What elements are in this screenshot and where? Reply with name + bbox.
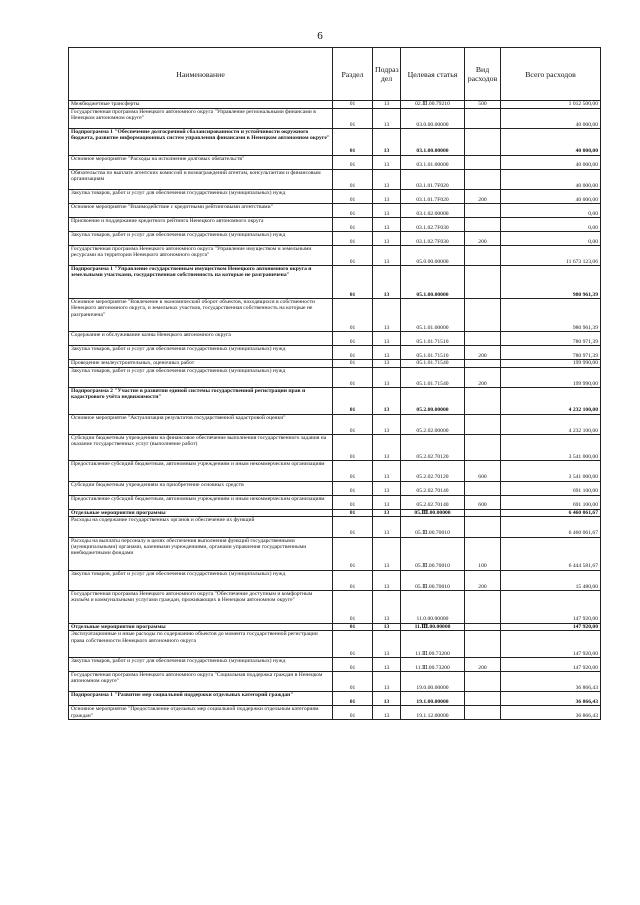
row-total: 1 012 500,00 [501, 101, 601, 109]
row-subsection: 13 [373, 517, 401, 537]
row-section: 01 [333, 231, 373, 245]
row-name: Присвоение и поддержание кредитного рейтинга Ненецкого автономного округа [69, 217, 333, 231]
row-section: 01 [333, 203, 373, 217]
row-section: 01 [333, 434, 373, 461]
table-row [69, 266, 601, 299]
row-name: Подпрограмма 1 "Развитие мер социальной поддержки отдельных категорий граждан" [69, 692, 333, 706]
row-expense-type [465, 245, 501, 265]
row-subsection: 13 [373, 331, 401, 345]
table-row [69, 414, 601, 434]
row-target: 19.1.12.00000 [401, 706, 465, 720]
row-section: 01 [333, 345, 373, 359]
row-expense-type: 600 [465, 495, 501, 509]
table-row [69, 537, 601, 570]
row-section: 01 [333, 101, 373, 109]
row-expense-type [465, 359, 501, 367]
row-name: Подпрограмма 1 "Управление государственным имуществом Ненецкого автономного округа и земельными участками, государственная собственность на которые не разграничена" [69, 266, 333, 299]
row-name: Отдельные мероприятия программы [69, 509, 333, 517]
row-subsection: 13 [373, 706, 401, 720]
row-subsection: 13 [373, 570, 401, 590]
row-total: 3 541 000,00 [501, 434, 601, 461]
row-expense-type [465, 692, 501, 706]
row-name: Основное мероприятие "Расходы на исполнение долговых обязательств" [69, 155, 333, 169]
row-subsection: 13 [373, 692, 401, 706]
header-expense-type: Вид расходов [465, 48, 501, 101]
header-section: Раздел [333, 48, 373, 101]
table-row [69, 155, 601, 169]
row-target: 05.Ⅲ.00.70010 [401, 517, 465, 537]
row-expense-type: 600 [465, 461, 501, 481]
row-section: 01 [333, 658, 373, 672]
row-target: 19.0.00.00000 [401, 672, 465, 692]
table-row [69, 387, 601, 414]
header-name: Наименование [69, 48, 333, 101]
row-section: 01 [333, 245, 373, 265]
table-row [69, 631, 601, 658]
row-name: Предоставление субсидий бюджетным, автономным учреждениям и иным некоммерческим организациям [69, 495, 333, 509]
row-name: Расходы на содержание государственных органов и обеспечение их функций [69, 517, 333, 537]
row-expense-type [465, 590, 501, 623]
row-name: Обязательства по выплате агентских комиссий и вознаграждений агентам, консультантам и финансовым организациям [69, 169, 333, 189]
row-name: Основное мероприятие "Актуализация результатов государственной кадастровой оценки" [69, 414, 333, 434]
table-row [69, 101, 601, 109]
row-expense-type: 200 [465, 658, 501, 672]
table-row [69, 203, 601, 217]
row-subsection: 13 [373, 189, 401, 203]
table-row [69, 367, 601, 387]
row-target: 05.1.01.00000 [401, 299, 465, 332]
row-target: 05.1.01.71510 [401, 345, 465, 359]
row-section: 01 [333, 570, 373, 590]
row-total: 3 541 000,00 [501, 461, 601, 481]
row-total: 147 920,00 [501, 658, 601, 672]
row-section: 01 [333, 414, 373, 434]
row-section: 01 [333, 387, 373, 414]
row-total: 0,00 [501, 231, 601, 245]
row-expense-type [465, 706, 501, 720]
row-section: 01 [333, 631, 373, 658]
row-name: Эксплуатационные и иные расходы по содержанию объектов до момента государственной регистрации права собственности Ненецкого автономного округа [69, 631, 333, 658]
row-expense-type: 100 [465, 537, 501, 570]
row-target: 03.1.01.00000 [401, 155, 465, 169]
table-row [69, 706, 601, 720]
table-row [69, 623, 601, 631]
row-total: 40 000,00 [501, 169, 601, 189]
row-total: 780 971,39 [501, 345, 601, 359]
row-subsection: 13 [373, 658, 401, 672]
table-row [69, 658, 601, 672]
row-section: 01 [333, 517, 373, 537]
row-total: 147 920,00 [501, 631, 601, 658]
row-name: Закупка товаров, работ и услуг для обеспечения государственных (муниципальных) нужд [69, 345, 333, 359]
row-target: 05.Ⅲ.00.70010 [401, 537, 465, 570]
row-total: 40 000,00 [501, 108, 601, 128]
row-expense-type [465, 387, 501, 414]
row-target: 03.0.00.00000 [401, 108, 465, 128]
row-section: 01 [333, 461, 373, 481]
row-target: 03.1.02.00000 [401, 203, 465, 217]
row-section: 01 [333, 108, 373, 128]
row-total: 0,00 [501, 203, 601, 217]
row-subsection: 13 [373, 434, 401, 461]
row-target: 05.2.00.00000 [401, 387, 465, 414]
row-subsection: 13 [373, 623, 401, 631]
row-name: Подпрограмма 1 "Обеспечение долгосрочной сбалансированности и устойчивости окружного бюджета, развитие информационных систем управления финансами в Ненецком автономном округе" [69, 128, 333, 155]
row-section: 01 [333, 299, 373, 332]
header-total: Всего расходов [501, 48, 601, 101]
row-total: 199 990,00 [501, 367, 601, 387]
row-section: 01 [333, 623, 373, 631]
row-total: 199 990,00 [501, 359, 601, 367]
table-row [69, 434, 601, 461]
row-total: 40 000,00 [501, 189, 601, 203]
table-row [69, 517, 601, 537]
row-total: 980 961,39 [501, 266, 601, 299]
row-section: 01 [333, 359, 373, 367]
table-row [69, 461, 601, 481]
row-total: 780 971,39 [501, 331, 601, 345]
row-name: Государственная программа Ненецкого автономного округа "Обеспечение доступным и комфортным жильём и коммунальными услугами граждан, проживающих в Ненецком автономном округе" [69, 590, 333, 623]
row-section: 01 [333, 481, 373, 495]
row-expense-type: 200 [465, 231, 501, 245]
row-target: 19.1.00.00000 [401, 692, 465, 706]
row-subsection: 13 [373, 461, 401, 481]
row-section: 01 [333, 266, 373, 299]
budget-table [68, 47, 601, 720]
row-target: 05.2.02.00000 [401, 414, 465, 434]
row-total: 11 673 123,06 [501, 245, 601, 265]
row-name: Закупка товаров, работ и услуг для обеспечения государственных (муниципальных) нужд [69, 658, 333, 672]
row-target: 03.1.00.00000 [401, 128, 465, 155]
row-total: 147 920,00 [501, 623, 601, 631]
row-target: 05.1.01.71510 [401, 331, 465, 345]
row-section: 01 [333, 706, 373, 720]
row-subsection: 13 [373, 387, 401, 414]
row-section: 01 [333, 155, 373, 169]
row-name: Закупка товаров, работ и услуг для обеспечения государственных (муниципальных) нужд [69, 367, 333, 387]
row-total: 36 866,43 [501, 692, 601, 706]
row-total: 4 232 100,00 [501, 387, 601, 414]
row-target: 03.1.02.7F030 [401, 217, 465, 231]
row-subsection: 13 [373, 367, 401, 387]
row-expense-type [465, 108, 501, 128]
table-row [69, 692, 601, 706]
row-subsection: 13 [373, 231, 401, 245]
row-total: 4 232 100,00 [501, 414, 601, 434]
row-target: 05.1.01.71540 [401, 367, 465, 387]
row-subsection: 13 [373, 108, 401, 128]
table-row [69, 590, 601, 623]
row-name: Субсидии бюджетным учреждениям на приобретение основных средств [69, 481, 333, 495]
row-target: 05.1.00.00000 [401, 266, 465, 299]
row-total: 6 460 061,67 [501, 509, 601, 517]
row-expense-type [465, 672, 501, 692]
row-expense-type [465, 169, 501, 189]
row-name: Основное мероприятие "Вовлечение в экономический оборот объектов, находящихся в собственности Ненецкого автономного округа, и земельных участков, государственная собственность на которые не разграничена" [69, 299, 333, 332]
row-subsection: 13 [373, 245, 401, 265]
row-subsection: 13 [373, 266, 401, 299]
row-total: 6 460 061,67 [501, 517, 601, 537]
row-section: 01 [333, 367, 373, 387]
row-expense-type [465, 203, 501, 217]
row-name: Субсидии бюджетным учреждениям на финансовое обеспечение выполнения государственного задания на оказание государственных услуг (выполнение работ) [69, 434, 333, 461]
row-target: 03.1.01.7F020 [401, 189, 465, 203]
row-total: 0,00 [501, 217, 601, 231]
table-row [69, 217, 601, 231]
row-name: Основное мероприятие "Предоставление отдельных мер социальной поддержки отдельным категориям граждан" [69, 706, 333, 720]
row-section: 01 [333, 169, 373, 189]
header-target: Целевая статья [401, 48, 465, 101]
row-total: 147 920,00 [501, 590, 601, 623]
row-expense-type: 200 [465, 570, 501, 590]
row-name: Предоставление субсидий бюджетным, автономным учреждениям и иным некоммерческим организациям [69, 461, 333, 481]
row-subsection: 13 [373, 345, 401, 359]
row-subsection: 13 [373, 169, 401, 189]
table-row [69, 481, 601, 495]
row-total: 15 480,00 [501, 570, 601, 590]
row-name: Содержание и обслуживание казны Ненецкого автономного округа [69, 331, 333, 345]
row-expense-type: 200 [465, 345, 501, 359]
row-target: 05.Ⅲ.00.70010 [401, 570, 465, 590]
table-row [69, 245, 601, 265]
row-total: 36 866,43 [501, 672, 601, 692]
row-name: Отдельные мероприятия программы [69, 623, 333, 631]
row-total: 980 961,39 [501, 299, 601, 332]
row-subsection: 13 [373, 631, 401, 658]
row-expense-type [465, 631, 501, 658]
row-section: 01 [333, 590, 373, 623]
table-header-row [69, 48, 601, 101]
row-name: Закупка товаров, работ и услуг для обеспечения государственных (муниципальных) нужд [69, 189, 333, 203]
table-row [69, 169, 601, 189]
row-subsection: 13 [373, 155, 401, 169]
table-row [69, 299, 601, 332]
row-total: 40 000,00 [501, 128, 601, 155]
row-target: 03.1.01.7F020 [401, 169, 465, 189]
row-name: Расходы на выплаты персоналу в целях обеспечения выполнения функций государственными (муниципальными) органами, казенными учреждениями, органами управления государственными внебюджетными фондами [69, 537, 333, 570]
row-target: 11.Ⅲ.00.00000 [401, 623, 465, 631]
table-row [69, 128, 601, 155]
row-subsection: 13 [373, 203, 401, 217]
row-total: 691 100,00 [501, 481, 601, 495]
row-name: Закупка товаров, работ и услуг для обеспечения государственных (муниципальных) нужд [69, 570, 333, 590]
table-row [69, 570, 601, 590]
row-total: 691 100,00 [501, 495, 601, 509]
row-section: 01 [333, 331, 373, 345]
row-expense-type [465, 623, 501, 631]
row-total: 40 000,00 [501, 155, 601, 169]
row-name: Проведение землеустроительных, оценочных работ [69, 359, 333, 367]
row-section: 01 [333, 189, 373, 203]
row-subsection: 13 [373, 509, 401, 517]
row-expense-type: 500 [465, 101, 501, 109]
row-section: 01 [333, 128, 373, 155]
row-expense-type [465, 299, 501, 332]
row-subsection: 13 [373, 481, 401, 495]
page-number: 6 [317, 30, 323, 42]
row-name: Межбюджетные трансферты [69, 101, 333, 109]
row-section: 01 [333, 217, 373, 231]
row-section: 01 [333, 692, 373, 706]
row-target: 05.1.01.71540 [401, 359, 465, 367]
table-row [69, 672, 601, 692]
row-expense-type [465, 517, 501, 537]
row-subsection: 13 [373, 217, 401, 231]
table-row [69, 189, 601, 203]
row-name: Закупка товаров, работ и услуг для обеспечения государственных (муниципальных) нужд [69, 231, 333, 245]
row-subsection: 13 [373, 672, 401, 692]
row-name: Основное мероприятие "Взаимодействие с кредитными рейтинговыми агентствами" [69, 203, 333, 217]
row-expense-type [465, 155, 501, 169]
row-expense-type [465, 128, 501, 155]
row-target: 05.2.02.70140 [401, 481, 465, 495]
row-subsection: 13 [373, 414, 401, 434]
row-expense-type [465, 217, 501, 231]
row-name: Государственная программа Ненецкого автономного округа "Управление имуществом и земельными ресурсами на территории Ненецкого автономного округа" [69, 245, 333, 265]
row-target: 05.2.02.70120 [401, 461, 465, 481]
row-expense-type [465, 509, 501, 517]
row-section: 01 [333, 672, 373, 692]
row-expense-type [465, 331, 501, 345]
table-row [69, 331, 601, 345]
table-row [69, 345, 601, 359]
row-expense-type [465, 481, 501, 495]
row-subsection: 13 [373, 128, 401, 155]
row-name: Подпрограмма 2 "Участие в развитии единой системы государственной регистрации прав и кадастрового учёта недвижимости" [69, 387, 333, 414]
table-row [69, 509, 601, 517]
row-total: 6 444 581,67 [501, 537, 601, 570]
row-target: 05.2.02.70120 [401, 434, 465, 461]
table-row [69, 495, 601, 509]
row-target: 03.1.02.7F030 [401, 231, 465, 245]
row-expense-type: 200 [465, 367, 501, 387]
row-total: 36 866,43 [501, 706, 601, 720]
row-name: Государственная программа Ненецкого автономного округа "Управление региональными финансами в Ненецком автономном округе" [69, 108, 333, 128]
row-target: 05.2.02.70140 [401, 495, 465, 509]
row-target: 11.Ⅲ.00.73200 [401, 658, 465, 672]
row-subsection: 13 [373, 590, 401, 623]
row-expense-type [465, 434, 501, 461]
header-subsection: Подраз дел [373, 48, 401, 101]
row-subsection: 13 [373, 299, 401, 332]
row-target: 05.Ⅲ.00.00000 [401, 509, 465, 517]
row-section: 01 [333, 509, 373, 517]
row-subsection: 13 [373, 359, 401, 367]
row-target: 02.Ⅲ.00.79210 [401, 101, 465, 109]
row-target: 11.0.00.00000 [401, 590, 465, 623]
table-row [69, 108, 601, 128]
row-section: 01 [333, 537, 373, 570]
table-row [69, 231, 601, 245]
row-expense-type [465, 414, 501, 434]
row-subsection: 13 [373, 495, 401, 509]
row-subsection: 13 [373, 537, 401, 570]
row-target: 05.0.00.00000 [401, 245, 465, 265]
table-row [69, 359, 601, 367]
row-expense-type [465, 266, 501, 299]
row-name: Государственная программа Ненецкого автономного округа "Социальная поддержка граждан в Ненецком автономном округе" [69, 672, 333, 692]
row-target: 11.Ⅲ.00.73200 [401, 631, 465, 658]
row-expense-type: 200 [465, 189, 501, 203]
row-section: 01 [333, 495, 373, 509]
row-subsection: 13 [373, 101, 401, 109]
